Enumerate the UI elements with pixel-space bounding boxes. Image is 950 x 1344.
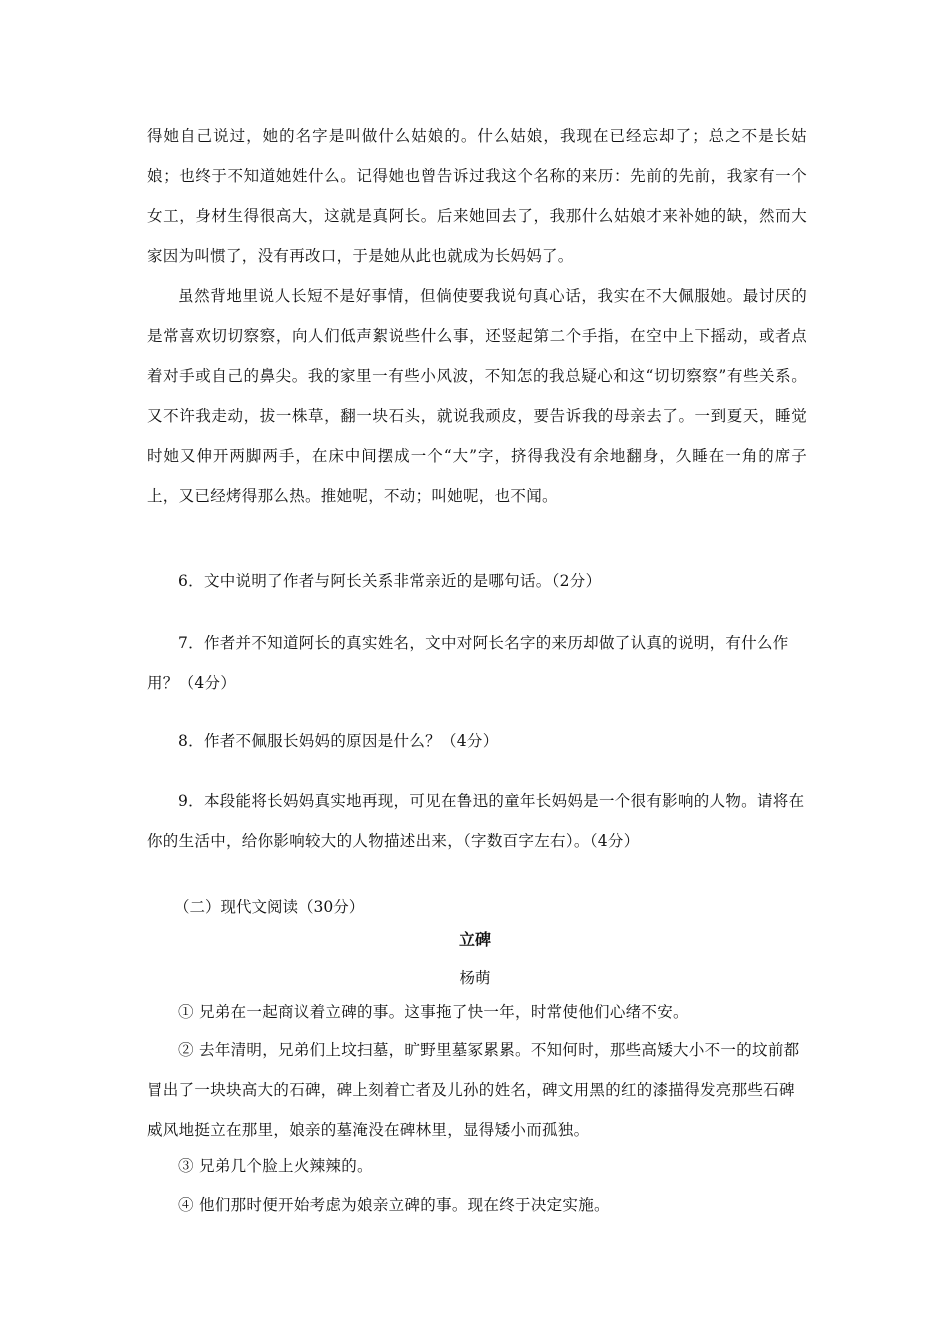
- article-paragraph-3: ③ 兄弟几个脸上火辣辣的。: [178, 1157, 373, 1175]
- article-paragraph-2: ② 去年清明，兄弟们上坟扫墓，旷野里墓冢累累。不知何时，那些高矮大小不一的坟前都冒出了一块块高大的石碑，碑上刻着亡者及儿孙的姓名，碑文用黑的红的漆描得发亮那些石碑威风地挺立在那里，娘亲的墓淹没在碑林里，显得矮小而孤独。: [147, 1041, 800, 1139]
- passage-paragraph-2: 虽然背地里说人长短不是好事情，但倘使要我说句真心话，我实在不大佩服她。最讨厌的是常喜欢切切察察，向人们低声絮说些什么事，还竖起第二个手指，在空中上下摇动，或者点着对手或自己的鼻尖。我的家里一有些小风波，不知怎的我总疑心和这“切切察察”有些关系。又不许我走动，拔一株草，翻一块石头，就说我顽皮，要告诉我的母亲去了。一到夏天，睡觉时她又伸开两脚两手，在床中间摆成一个“大”字，挤得我没有余地翻身，久睡在一角的席子上，又已经烤得那么热。推她呢，不动；叫她呢，也不闻。: [147, 287, 807, 505]
- question-7: 7．作者并不知道阿长的真实姓名，文中对阿长名字的来历却做了认真的说明，有什么作用？（4分）: [147, 634, 789, 692]
- question-9: 9．本段能将长妈妈真实地再现，可见在鲁迅的童年长妈妈是一个很有影响的人物。请将在你的生活中，给你影响较大的人物描述出来，（字数百字左右）。（4分）: [147, 792, 805, 850]
- question-6: 6．文中说明了作者与阿长关系非常亲近的是哪句话。（2分）: [178, 572, 602, 590]
- section-heading: （二）现代文阅读（30分）: [174, 898, 365, 916]
- article-paragraph-4: ④ 他们那时便开始考虑为娘亲立碑的事。现在终于决定实施。: [178, 1196, 610, 1214]
- article-author: 杨萌: [459, 969, 491, 987]
- article-paragraph-1: ① 兄弟在一起商议着立碑的事。这事拖了快一年，时常使他们心绪不安。: [178, 1003, 689, 1021]
- passage-paragraph-1: 得她自己说过，她的名字是叫做什么姑娘的。什么姑娘，我现在已经忘却了；总之不是长姑娘；也终于不知道她姓什么。记得她也曾告诉过我这个名称的来历：先前的先前，我家有一个女工，身材生得很高大，这就是真阿长。后来她回去了，我那什么姑娘才来补她的缺，然而大家因为叫惯了，没有再改口，于是她从此也就成为长妈妈了。: [147, 127, 807, 265]
- question-8: 8．作者不佩服长妈妈的原因是什么？（4分）: [178, 732, 499, 750]
- article-title: 立碑: [458, 930, 491, 949]
